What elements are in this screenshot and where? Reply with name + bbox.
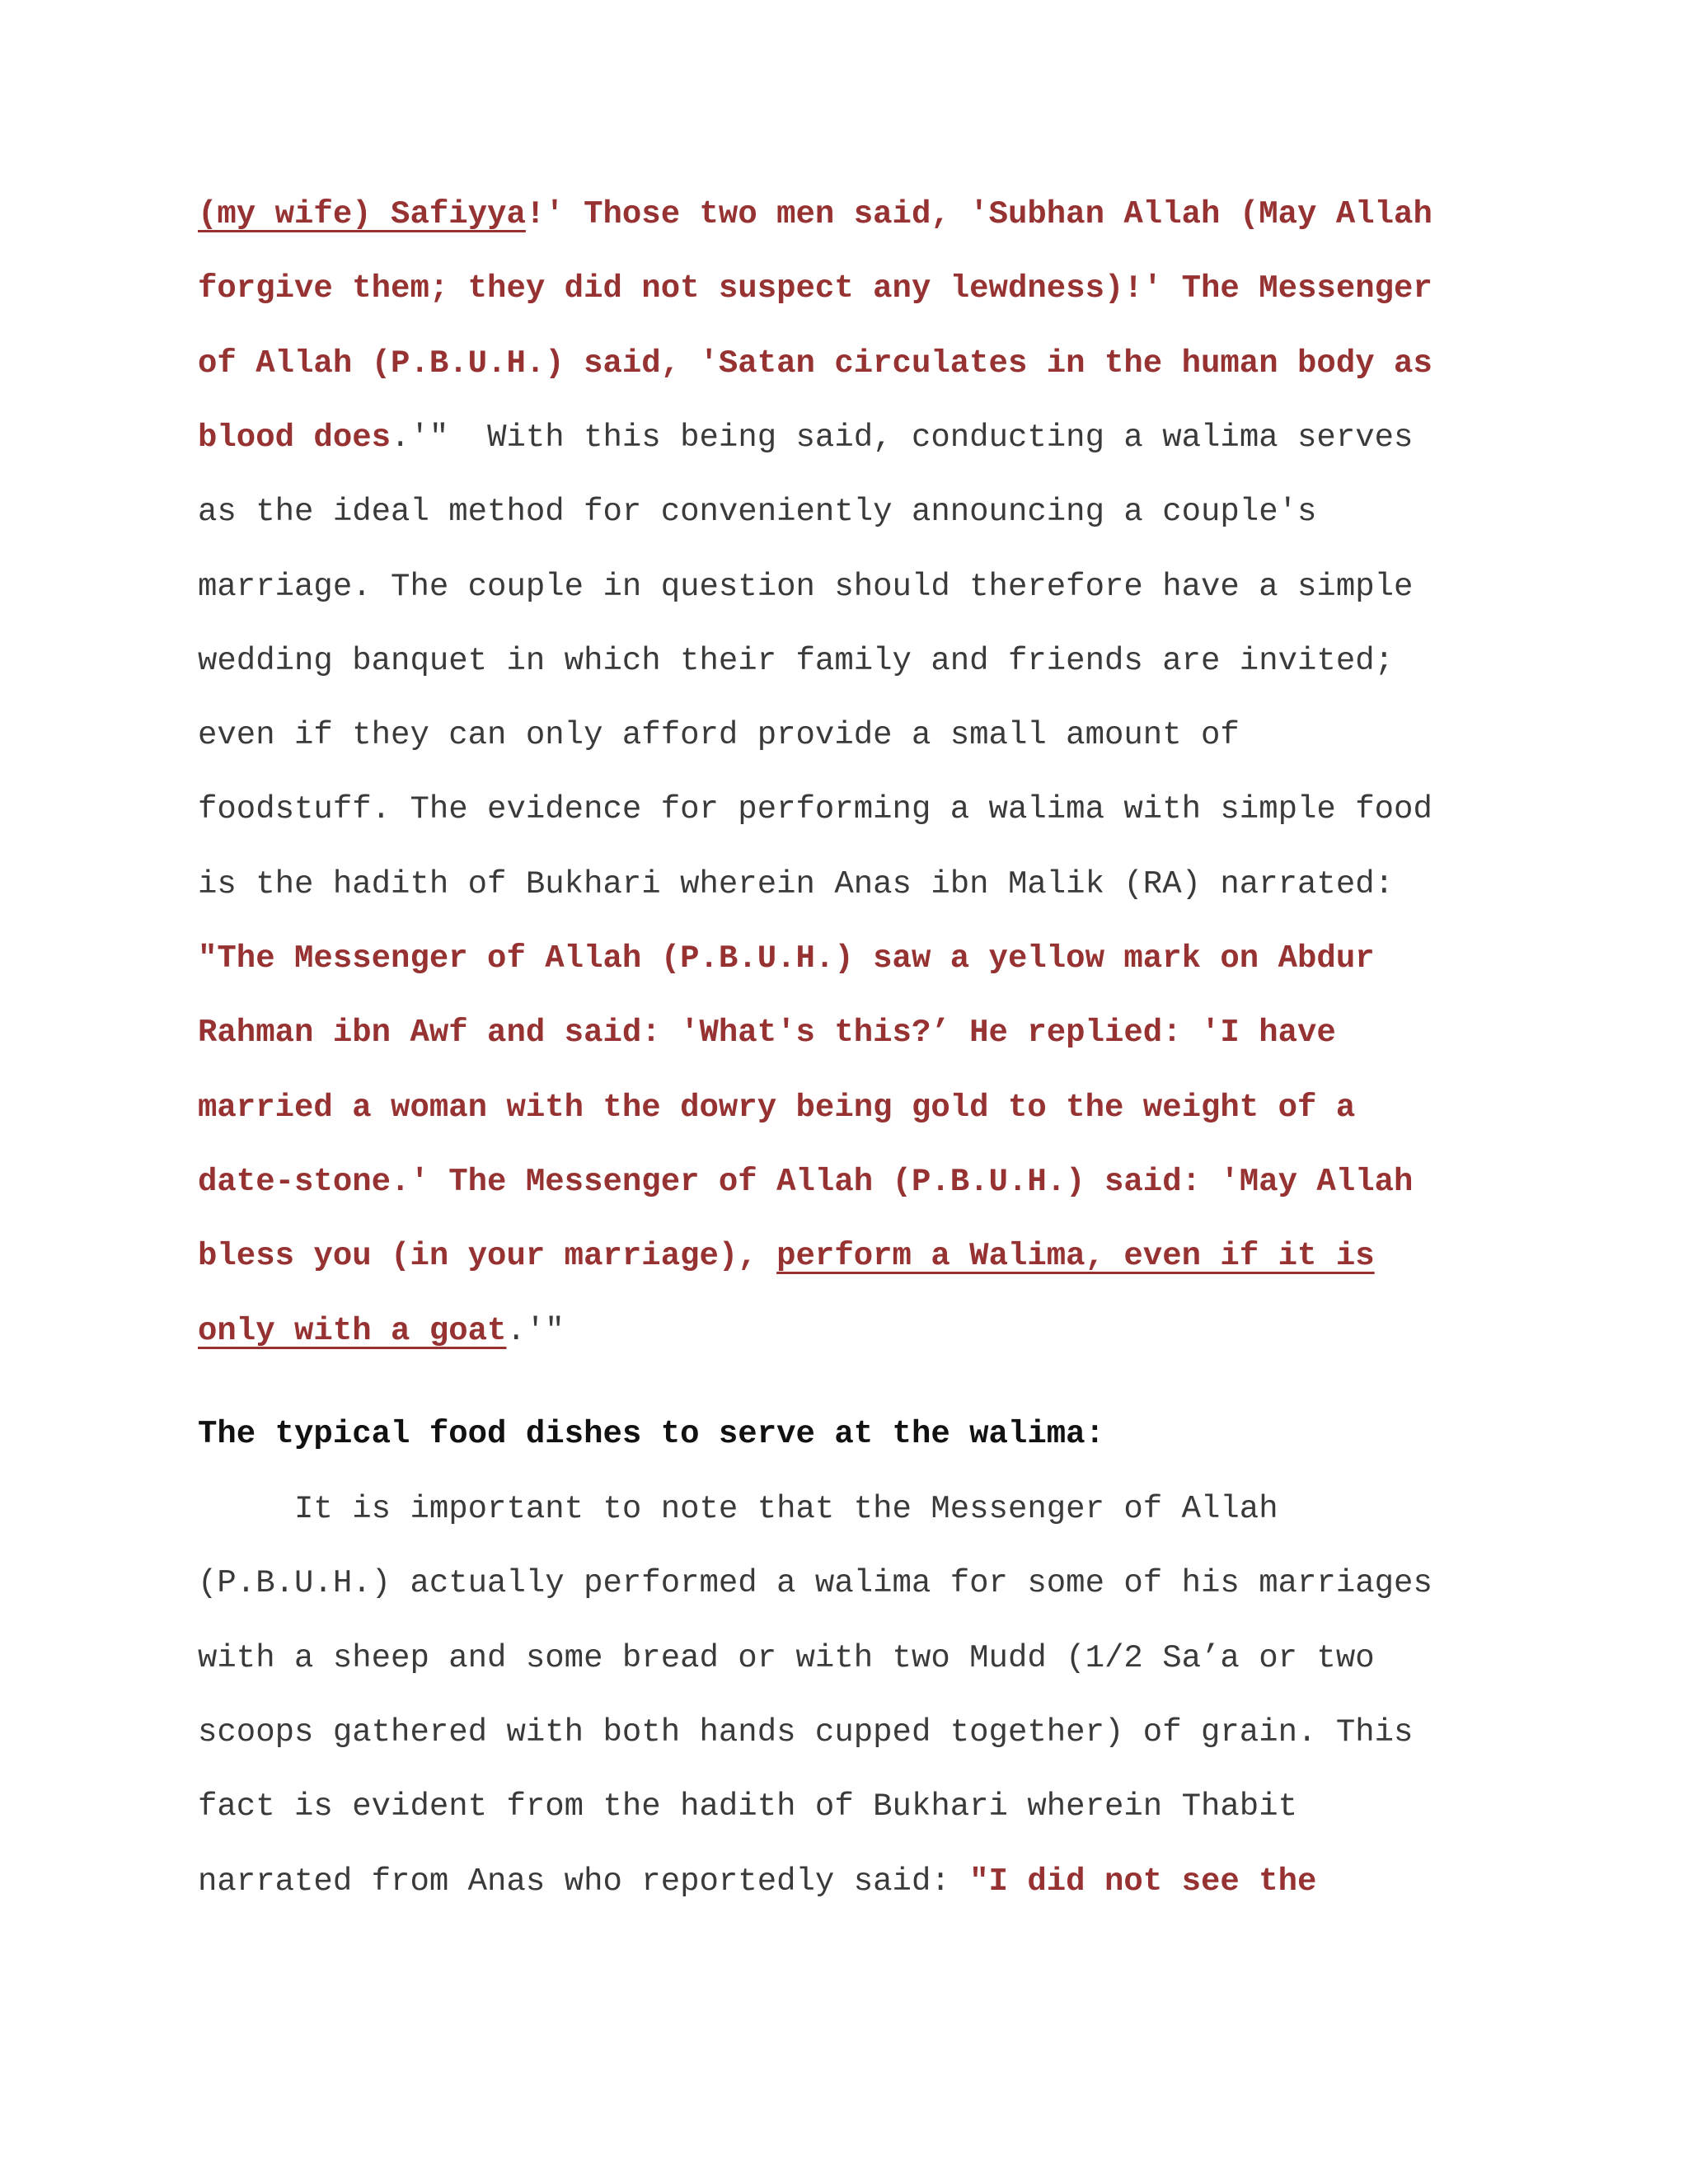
body-text: as the ideal method for conveniently announcing a couple's — [198, 494, 1317, 531]
hadith-quote-text: (my wife) Safiyya — [198, 196, 526, 232]
text-line — [198, 1638, 1375, 1679]
text-line — [198, 1161, 1413, 1202]
body-text: wedding banquet in which their family and friends are invited; — [198, 642, 1395, 679]
body-text: scoops gathered with both hands cupped together) of grain. This — [198, 1713, 1414, 1750]
body-text: The typical food dishes to serve at the walima: — [198, 1416, 1104, 1452]
body-text: even if they can only afford provide a small amount of — [198, 717, 1240, 754]
hadith-quote-text: !' Those two men said, 'Subhan Allah (May Allah — [525, 196, 1432, 232]
body-text: marriage. The couple in question should therefore have a simple — [198, 568, 1414, 605]
body-text: .'" — [506, 1312, 565, 1349]
text-line — [198, 864, 1394, 905]
text-line — [198, 640, 1394, 682]
text-line — [198, 1712, 1413, 1753]
body-text: with a sheep and some bread or with two Mudd (1/2 Sa’a or two — [198, 1639, 1375, 1676]
text-line — [198, 343, 1432, 384]
hadith-quote-text: forgive them; they did not suspect any lewdness)!' The Messenger — [198, 270, 1432, 307]
hadith-quote-text: blood does — [198, 419, 392, 456]
body-text: is the hadith of Bukhari wherein Anas ibn Malik (RA) narrated: — [198, 865, 1395, 902]
text-line — [198, 268, 1432, 309]
body-text: .'" With this being said, conducting a walima serves — [391, 419, 1414, 456]
hadith-quote-text: only with a goat — [198, 1312, 507, 1349]
text-line — [198, 566, 1413, 607]
body-text: narrated from Anas who reportedly said: — [198, 1863, 970, 1900]
hadith-quote-text: "I did not see the — [969, 1863, 1317, 1900]
text-line — [198, 194, 1432, 235]
text-line — [198, 1861, 1316, 1902]
text-line — [198, 715, 1240, 756]
body-text: foodstuff. The evidence for performing a walima with simple food — [198, 791, 1432, 828]
hadith-quote-text: bless you (in your marriage), — [198, 1238, 777, 1275]
hadith-quote-text: date-stone.' The Messenger of Allah (P.B.U.H.) said: 'May Allah — [198, 1163, 1414, 1200]
text-line — [198, 417, 1413, 458]
hadith-quote-text: Rahman ibn Awf and said: 'What's this?’ He replied: 'I have — [198, 1015, 1336, 1052]
body-text: It is important to note that the Messenger of Allah — [198, 1491, 1278, 1527]
hadith-quote-text: of Allah (P.B.U.H.) said, 'Satan circulates in the human body as — [198, 344, 1432, 382]
text-line — [198, 1488, 1278, 1530]
text-line — [198, 1087, 1355, 1128]
text-line — [198, 1310, 565, 1352]
body-text: fact is evident from the hadith of Bukhari wherein Thabit — [198, 1788, 1298, 1825]
hadith-quote-text: "The Messenger of Allah (P.B.U.H.) saw a yellow mark on Abdur — [198, 940, 1375, 977]
text-line — [198, 1235, 1375, 1277]
text-line — [198, 789, 1432, 830]
body-text: (P.B.U.H.) actually performed a walima for some of his marriages — [198, 1565, 1432, 1602]
section-heading — [198, 1413, 1104, 1455]
text-line — [198, 1563, 1432, 1604]
hadith-quote-text: perform a Walima, even if it is — [776, 1238, 1375, 1275]
text-line — [198, 1786, 1297, 1827]
text-line — [198, 491, 1316, 532]
text-line — [198, 1012, 1336, 1053]
hadith-quote-text: married a woman with the dowry being gold to the weight of a — [198, 1089, 1356, 1126]
text-line — [198, 938, 1375, 979]
